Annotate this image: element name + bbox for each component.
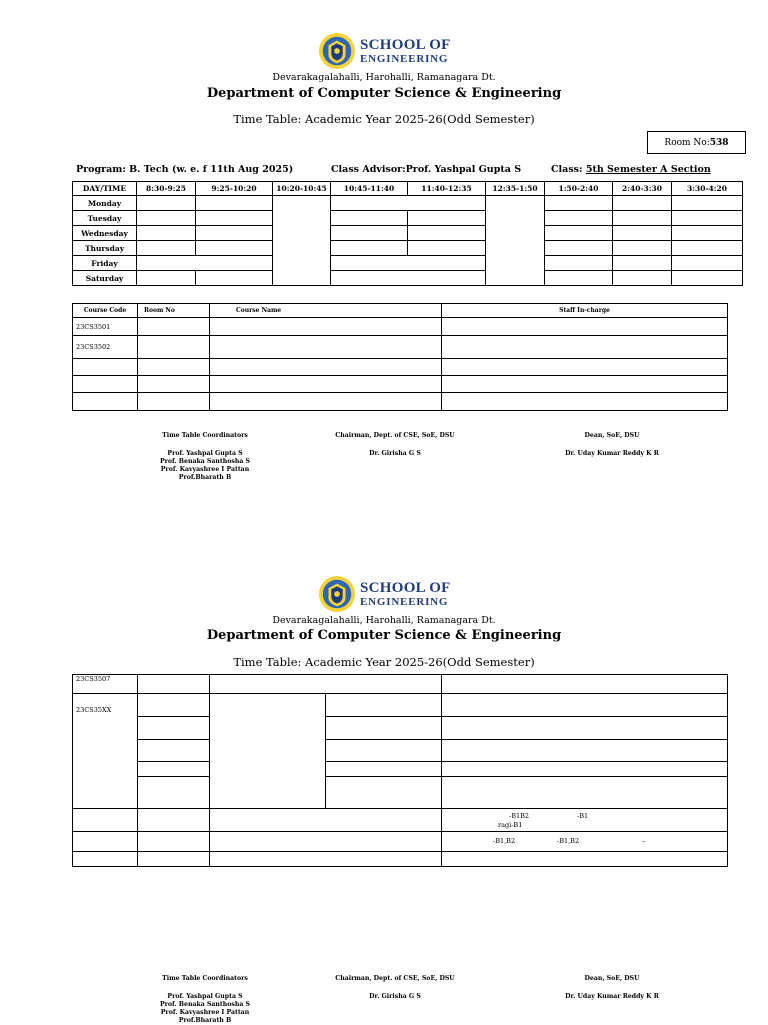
- table-row: [73, 376, 728, 393]
- slot-cell: [408, 211, 486, 226]
- slot-cell: [331, 256, 486, 271]
- header-cell: Course Code: [73, 304, 138, 318]
- header-cell: DAY/TIME: [73, 182, 137, 196]
- staff-cell: [442, 675, 728, 694]
- slot-cell: [545, 271, 613, 286]
- break-cell: [273, 196, 331, 286]
- course-code: 23CS35XX: [73, 694, 138, 809]
- slot-cell: [613, 196, 672, 211]
- slot-cell: [331, 211, 408, 226]
- course-name-cell: [210, 852, 442, 867]
- day-label: Monday: [73, 196, 137, 211]
- course-code: [73, 393, 138, 411]
- class-advisor: Class Advisor:Prof. Yashpal Gupta S: [331, 164, 522, 175]
- slot-cell: [672, 196, 743, 211]
- address: Devarakagalahalli, Harohalli, Ramanagara Dt.: [272, 72, 496, 83]
- table-row: [73, 318, 728, 336]
- table-row: [73, 359, 728, 376]
- coordinator-name: Prof. Yashpal Gupta S: [167, 450, 243, 457]
- chairman-title: Chairman, Dept. of CSE, SoE, DSU: [335, 432, 455, 439]
- slot-cell: [137, 226, 196, 241]
- header-cell: 12:35-1:50: [486, 182, 545, 196]
- timetable-title: Time Table: Academic Year 2025-26(Odd Semester): [233, 655, 535, 669]
- course-code: 23CS3501: [73, 318, 138, 336]
- day-label: Wednesday: [73, 226, 137, 241]
- slot-cell: [331, 226, 408, 241]
- coordinators-block: [135, 975, 275, 1025]
- course-name-cell: [210, 318, 442, 336]
- note-text: -B1B2: [509, 812, 530, 820]
- note-text: -B1: [577, 812, 589, 820]
- course-table: [72, 303, 728, 411]
- course-name-cell: [210, 376, 442, 393]
- slot-cell: [137, 241, 196, 256]
- slot-cell: [137, 256, 273, 271]
- timetable-header-row: [73, 182, 743, 196]
- staff-cell: [442, 762, 728, 777]
- address: Devarakagalahalli, Harohalli, Ramanagara Dt.: [272, 615, 496, 626]
- coordinator-name: Prof. Yashpal Gupta S: [167, 993, 243, 1000]
- course-name-cell: [210, 694, 326, 809]
- course-code: [73, 359, 138, 376]
- room-cell: [138, 336, 210, 359]
- table-row: [73, 675, 728, 694]
- room-cell: [138, 852, 210, 867]
- slot-cell: [672, 211, 743, 226]
- table-row: [73, 852, 728, 867]
- slot-cell: [545, 241, 613, 256]
- course-name-cell: [210, 393, 442, 411]
- header-cell: 2:40-3:30: [613, 182, 672, 196]
- header-cell: 11:40-12:35: [408, 182, 486, 196]
- timetable-row: [73, 241, 743, 256]
- course-name-cell: [210, 359, 442, 376]
- table-row: [73, 762, 728, 777]
- room-cell: [138, 694, 210, 717]
- room-cell: [138, 740, 210, 762]
- header-cell: 3:30-4:20: [672, 182, 743, 196]
- room-cell: [138, 318, 210, 336]
- slot-cell: [408, 226, 486, 241]
- header-cell: 8:30-9:25: [137, 182, 196, 196]
- school-emblem-icon: [318, 32, 356, 70]
- slot-cell: [613, 256, 672, 271]
- program-info: Program: B. Tech (w. e. f 11th Aug 2025): [76, 164, 294, 175]
- staff-cell: [442, 318, 728, 336]
- dean-name: Dr. Uday Kumar Reddy K R: [565, 993, 659, 1000]
- coordinator-name: Prof. Kavyashree I Pattan: [160, 466, 250, 473]
- slot-cell: [137, 271, 196, 286]
- school-logo: [318, 575, 451, 613]
- room-cell: [138, 832, 210, 852]
- timetable-row: [73, 226, 743, 241]
- slot-cell: [196, 271, 273, 286]
- timetable-title: Time Table: Academic Year 2025-26(Odd Semester): [233, 112, 535, 126]
- staff-cell: [442, 336, 728, 359]
- course-code: 23CS3502: [73, 336, 138, 359]
- slot-cell: [331, 196, 486, 211]
- course-name-cell: [210, 809, 442, 832]
- course-code: [73, 832, 138, 852]
- slot-cell: [137, 211, 196, 226]
- school-emblem-icon: [318, 575, 356, 613]
- room-label: Room No:: [664, 137, 710, 148]
- chairman-block: [315, 975, 475, 1001]
- slot-cell: [545, 196, 613, 211]
- logo-text-line2: ENGINEERING: [360, 595, 449, 608]
- department-title: Department of Computer Science & Engineering: [206, 628, 562, 643]
- slot-cell: [408, 241, 486, 256]
- school-logo: [318, 32, 451, 70]
- header-cell: Staff In-charge: [442, 304, 728, 318]
- staff-cell: [442, 717, 728, 740]
- slot-cell: [196, 211, 273, 226]
- elective-cell: [326, 717, 442, 740]
- slot-cell: [613, 226, 672, 241]
- slot-cell: [672, 256, 743, 271]
- course-table-continued: [72, 674, 728, 867]
- note-text: -B1,B2: [557, 837, 580, 845]
- header-cell: 9:25-10:20: [196, 182, 273, 196]
- room-cell: [138, 376, 210, 393]
- room-number-box: [647, 131, 746, 154]
- slot-cell: [196, 241, 273, 256]
- dean-block: [542, 975, 682, 1001]
- slot-cell: [331, 271, 486, 286]
- chairman-title: Chairman, Dept. of CSE, SoE, DSU: [335, 975, 455, 982]
- staff-cell: [442, 359, 728, 376]
- note-text: -B1,B2: [493, 837, 516, 845]
- slot-cell: [545, 226, 613, 241]
- staff-cell: [442, 694, 728, 717]
- table-row: [73, 694, 728, 717]
- department-title: Department of Computer Science & Engineering: [206, 86, 562, 101]
- staff-cell: [442, 809, 728, 832]
- staff-cell: [442, 376, 728, 393]
- table-row: [73, 393, 728, 411]
- header-cell: 10:45-11:40: [331, 182, 408, 196]
- slot-cell: [137, 196, 196, 211]
- elective-cell: [326, 694, 442, 717]
- table-row: [73, 777, 728, 809]
- chairman-block: [315, 432, 475, 458]
- course-code: 23CS3507: [73, 675, 138, 694]
- staff-cell: [442, 740, 728, 762]
- elective-cell: [326, 762, 442, 777]
- slot-cell: [196, 196, 273, 211]
- slot-cell: [196, 226, 273, 241]
- note-text: ragi-B1: [498, 821, 523, 829]
- elective-cell: [326, 740, 442, 762]
- timetable-row: [73, 196, 743, 211]
- room-cell: [138, 809, 210, 832]
- header-cell: 10:20-10:45: [273, 182, 331, 196]
- day-label: Saturday: [73, 271, 137, 286]
- room-cell: [138, 762, 210, 777]
- logo-text-line1: SCHOOL OF: [360, 579, 451, 596]
- coordinators-title: Time Table Coordinators: [162, 432, 248, 439]
- room-cell: [138, 675, 210, 694]
- header-cell: Room No: [138, 304, 210, 318]
- elective-cell: [326, 777, 442, 809]
- coordinator-name: Prof.Bharath B: [178, 1017, 232, 1024]
- day-label: Thursday: [73, 241, 137, 256]
- header-cell: 1:50-2:40: [545, 182, 613, 196]
- coordinator-name: Prof. Kavyashree I Pattan: [160, 1009, 250, 1016]
- staff-cell: [442, 832, 728, 852]
- dean-name: Dr. Uday Kumar Reddy K R: [565, 450, 659, 457]
- day-label: Tuesday: [73, 211, 137, 226]
- slot-cell: [672, 241, 743, 256]
- dean-title: Dean, SoE, DSU: [584, 975, 640, 982]
- course-header-row: [73, 304, 728, 318]
- room-cell: [138, 777, 210, 809]
- timetable-row: [73, 211, 743, 226]
- coordinators-title: Time Table Coordinators: [162, 975, 248, 982]
- logo-text-line2: ENGINEERING: [360, 52, 449, 65]
- course-code: [73, 852, 138, 867]
- coordinator-name: Prof. Benaka Santhosha S: [160, 458, 250, 465]
- table-row: [73, 336, 728, 359]
- slot-cell: [613, 241, 672, 256]
- chairman-name: Dr. Girisha G S: [369, 450, 421, 457]
- room-cell: [138, 359, 210, 376]
- coordinators-block: [135, 432, 275, 482]
- timetable-grid: [72, 181, 743, 286]
- staff-cell: [442, 393, 728, 411]
- timetable-row: [73, 256, 743, 271]
- course-name-cell: [210, 336, 442, 359]
- course-code: [73, 809, 138, 832]
- slot-cell: [545, 211, 613, 226]
- note-text: –: [642, 837, 646, 845]
- slot-cell: [613, 271, 672, 286]
- course-name-cell: [210, 675, 442, 694]
- room-cell: [138, 393, 210, 411]
- class-info: [551, 164, 711, 175]
- timetable-row: [73, 271, 743, 286]
- day-label: Friday: [73, 256, 137, 271]
- header-cell: Course Name: [210, 304, 442, 318]
- slot-cell: [331, 241, 408, 256]
- course-name-cell: [210, 832, 442, 852]
- class-value: 5th Semester A Section: [585, 164, 711, 175]
- course-code: [73, 376, 138, 393]
- slot-cell: [545, 256, 613, 271]
- dean-title: Dean, SoE, DSU: [584, 432, 640, 439]
- class-label: Class:: [551, 164, 586, 175]
- dean-block: [542, 432, 682, 458]
- table-row: [73, 740, 728, 762]
- table-row: [73, 832, 728, 852]
- logo-text-line1: SCHOOL OF: [360, 36, 451, 53]
- room-value: 538: [709, 137, 729, 148]
- slot-cell: [672, 226, 743, 241]
- coordinator-name: Prof.Bharath B: [178, 474, 232, 481]
- coordinator-name: Prof. Benaka Santhosha S: [160, 1001, 250, 1008]
- slot-cell: [613, 211, 672, 226]
- table-row: [73, 717, 728, 740]
- chairman-name: Dr. Girisha G S: [369, 993, 421, 1000]
- staff-cell: [442, 852, 728, 867]
- table-row: [73, 809, 728, 832]
- lunch-cell: [486, 196, 545, 286]
- room-cell: [138, 717, 210, 740]
- slot-cell: [672, 271, 743, 286]
- staff-cell: [442, 777, 728, 809]
